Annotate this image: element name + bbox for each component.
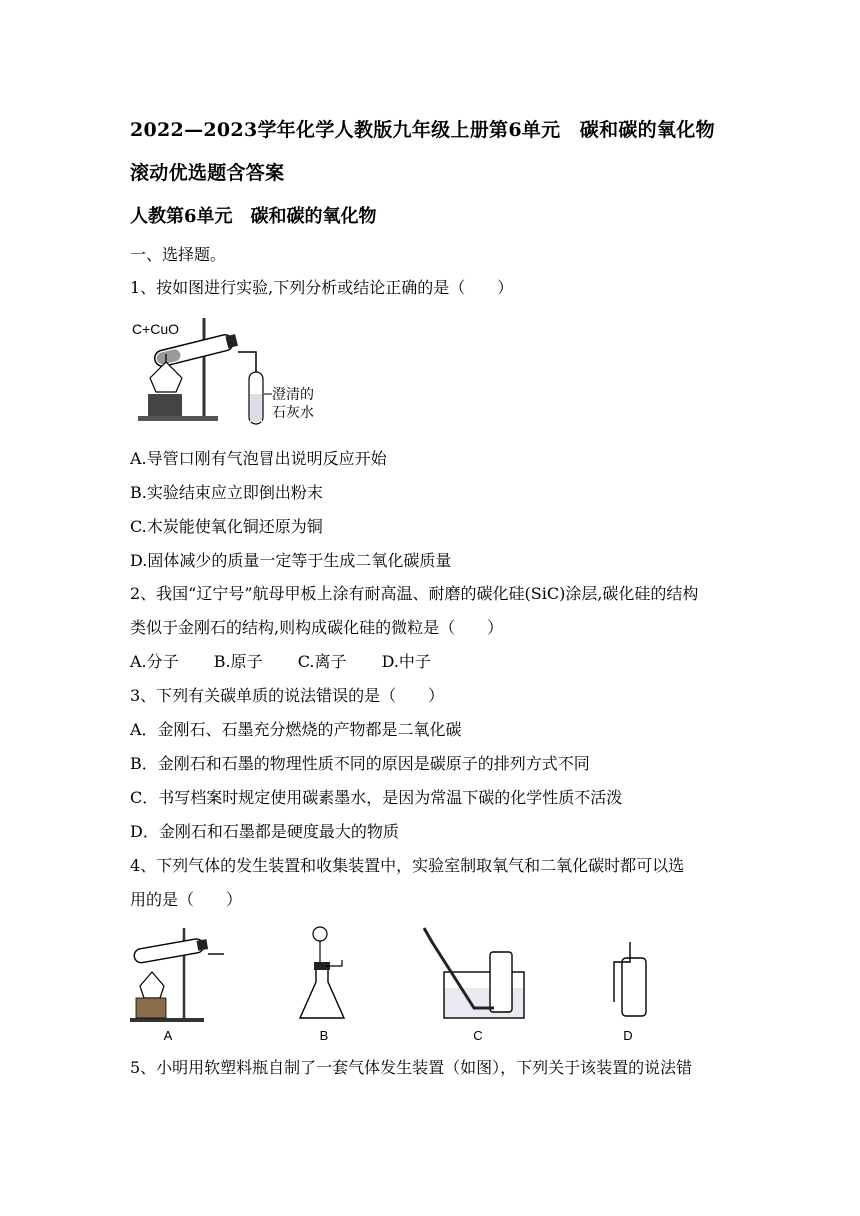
question-2-option-c: C.离子 xyxy=(297,652,347,671)
question-2-stem-line-1: 2、我国“辽宁号”航母甲板上涂有耐高温、耐磨的碳化硅(SiC)涂层,碳化硅的结构 xyxy=(130,584,699,603)
figure-label-lime-water-2: 石灰水 xyxy=(272,404,314,420)
question-3-option-a: A．金刚石、石墨充分燃烧的产物都是二氧化碳 xyxy=(130,720,462,739)
question-4-stem-line-1: 4、下列气体的发生装置和收集装置中，实验室制取氧气和二氧化碳时都可以选 xyxy=(130,856,685,875)
question-1-stem: 1、按如图进行实验,下列分析或结论正确的是（ ） xyxy=(130,278,514,297)
question-2-stem-line-2: 类似于金刚石的结构,则构成碳化硅的微粒是（ ） xyxy=(130,618,504,637)
question-3-option-c: C．书写档案时规定使用碳素墨水，是因为常温下碳的化学性质不活泼 xyxy=(130,788,623,807)
apparatus-d xyxy=(614,942,646,1043)
gas-apparatus-figure xyxy=(128,922,658,1048)
question-3-stem: 3、下列有关碳单质的说法错误的是（ ） xyxy=(130,686,445,705)
apparatus-label-a: A xyxy=(163,1028,173,1043)
part-label: 一、选择题。 xyxy=(130,245,227,264)
question-3-option-d: D．金刚石和石墨都是硬度最大的物质 xyxy=(130,822,399,841)
apparatus-label-b: B xyxy=(319,1028,329,1043)
apparatus-b xyxy=(300,927,344,1043)
carbon-reduction-apparatus-figure xyxy=(128,312,314,430)
figure-label-reactant: C+CuO xyxy=(132,321,180,337)
section-heading: 人教第6单元 碳和碳的氧化物 xyxy=(130,206,377,227)
apparatus-a xyxy=(130,928,224,1043)
question-1-option-d: D.固体减少的质量一定等于生成二氧化碳质量 xyxy=(130,551,452,570)
question-2-option-b: B.原子 xyxy=(213,652,263,671)
question-3-option-b: B．金刚石和石墨的物理性质不同的原因是碳原子的排列方式不同 xyxy=(130,754,590,773)
figure-label-lime-water-1: 澄清的 xyxy=(272,386,314,402)
document-title-line-1: 2022—2023学年化学人教版九年级上册第6单元 碳和碳的氧化物 xyxy=(130,119,715,141)
question-1-option-c: C.木炭能使氧化铜还原为铜 xyxy=(130,517,323,536)
document-title-line-2: 滚动优选题含答案 xyxy=(130,162,285,184)
apparatus-label-c: C xyxy=(473,1028,483,1043)
question-1-option-b: B.实验结束应立即倒出粉末 xyxy=(130,483,323,502)
question-4-stem-line-2: 用的是（ ） xyxy=(130,890,243,909)
question-2-options xyxy=(130,651,740,673)
question-2-option-a: A.分子 xyxy=(130,652,179,671)
question-1-option-a: A.导管口刚有气泡冒出说明反应开始 xyxy=(130,449,387,468)
question-2-option-d: D.中子 xyxy=(381,652,431,671)
apparatus-label-d: D xyxy=(623,1028,633,1043)
question-5-stem-line-1: 5、小明用软塑料瓶自制了一套气体发生装置（如图），下列关于该装置的说法错 xyxy=(130,1058,693,1077)
apparatus-c xyxy=(424,928,524,1043)
